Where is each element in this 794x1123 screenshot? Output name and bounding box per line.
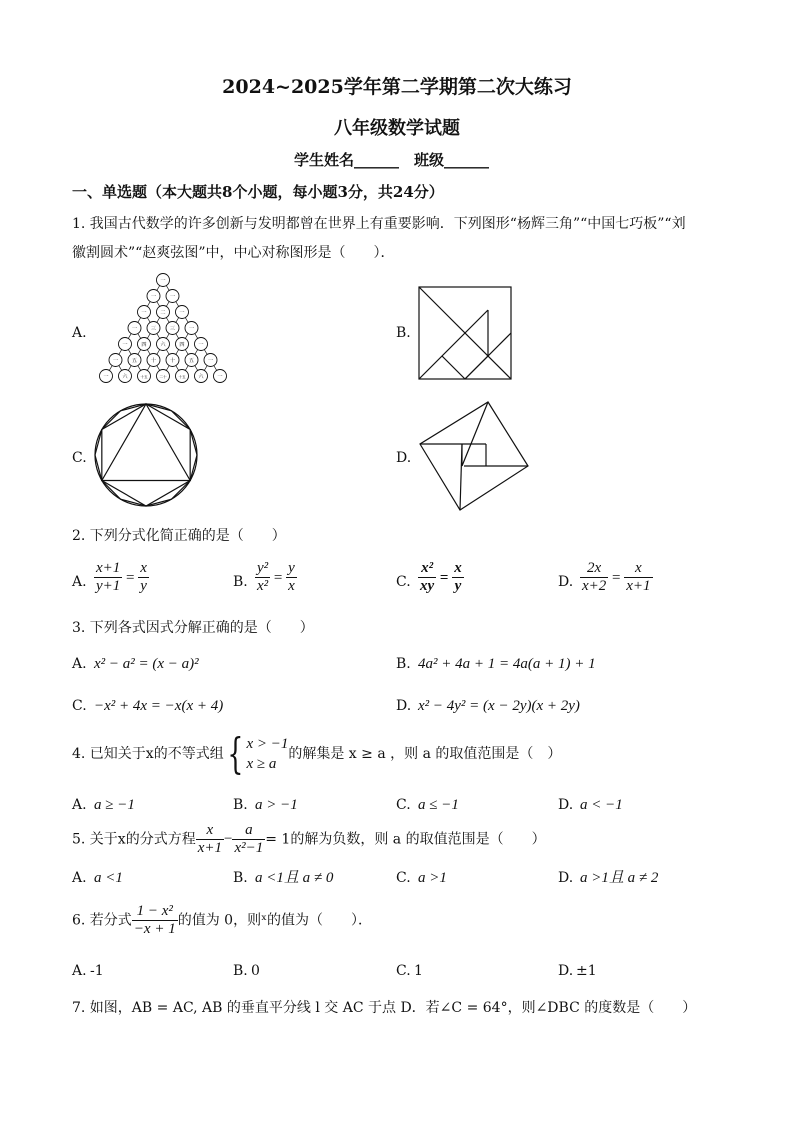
q5-stem: 5. 关于x的分式方程 $\frac{x}{x+1}$ − $\frac{a}{\text{x²−1}}$ = 1的解为负数，则 a 的取值范围是（ ）: [72, 822, 546, 856]
triangle-node-label: 十: [150, 357, 157, 364]
q2-stem: 2. 下列分式化简正确的是（ ）: [72, 528, 286, 544]
q2-option-a-label: A.: [72, 574, 87, 590]
q2-option-a: $\frac{x+1}{y+1}$ = $\frac{x}{y}$: [96, 560, 147, 594]
q6-option-d: ±1: [576, 963, 597, 979]
triangle-node-label: 一: [131, 325, 138, 332]
q4-option-a: a ≥ −1: [94, 797, 135, 813]
q6-option-d-label: D.: [558, 963, 574, 979]
q1-stem-line2: 徽割圆术”“赵爽弦图”中，中心对称图形是（ ）．: [72, 245, 395, 261]
q2-option-c: $\frac{\text{x²}}{xy}$ = $\frac{x}{y}$: [420, 560, 462, 594]
triangle-node-label: 三: [169, 325, 176, 332]
q2-option-b: $\frac{\text{y²}}{\text{x²}}$ = $\frac{y}{x}$: [257, 560, 295, 594]
triangle-node-label: 五: [131, 357, 138, 364]
q2-option-c-label: C.: [396, 574, 411, 590]
q4-option-c: a ≤ −1: [418, 797, 459, 813]
q4-stem: 4. 已知关于x的不等式组{ x > −1 x ≥ a 的解集是 x ≥ a ，则 a 的取值范围是（ ）: [72, 729, 562, 778]
q1-option-b-label: B.: [396, 325, 411, 341]
triangle-node-label: 一: [150, 293, 157, 300]
triangle-node-label: 一: [217, 373, 223, 380]
q3-option-d: x² − 4y² = (x − 2y)(x + 2y): [418, 698, 580, 714]
triangle-node-label: 一: [112, 357, 119, 364]
triangle-node-label: 一: [122, 341, 128, 348]
triangle-node-label: 五: [188, 357, 195, 364]
triangle-node-label: 一: [141, 309, 147, 316]
q5-option-b-label: B.: [233, 870, 248, 886]
q4-option-a-label: A.: [72, 797, 87, 813]
q3-option-b-label: B.: [396, 656, 411, 672]
liuhui-circle-figure: [94, 403, 198, 507]
q2-option-d: $\frac{2x}{x+2}$ = $\frac{x}{x+1}$: [582, 560, 651, 594]
q7-stem: 7. 如图，AB = AC, AB 的垂直平分线 l 交 AC 于点 D．若∠C = 64°，则∠DBC 的度数是（ ）: [72, 1000, 697, 1016]
q5-option-c: a >1: [418, 870, 447, 886]
triangle-node-label: 十五: [178, 374, 186, 379]
q5-option-b: a <1且 a ≠ 0: [255, 870, 334, 886]
q3-option-a: x² − a² = (x − a)²: [94, 656, 199, 672]
section-heading: 一、单选题（本大题共8个小题，每小题3分，共24分）: [72, 183, 444, 201]
triangle-node-label: 十: [169, 357, 176, 364]
q6-option-c: 1: [414, 963, 423, 979]
q5-option-a: a <1: [94, 870, 123, 886]
student-info-line: 学生姓名______ 班级______: [294, 151, 490, 169]
exam-title: 2024~2025学年第二学期第二次大练习: [222, 76, 572, 98]
yanghui-triangle-figure: [88, 272, 238, 387]
q3-option-c-label: C.: [72, 698, 87, 714]
q1-option-a-label: A.: [72, 325, 87, 341]
q5-option-d: a >1且 a ≠ 2: [580, 870, 659, 886]
q4-option-d: a < −1: [580, 797, 623, 813]
triangle-node-label: 二: [160, 309, 166, 316]
exam-subtitle: 八年级数学试题: [334, 118, 460, 139]
q4-option-c-label: C.: [396, 797, 411, 813]
triangle-node-label: 二十: [159, 374, 167, 379]
q4-option-d-label: D.: [558, 797, 574, 813]
tangram-figure: [418, 286, 512, 380]
q3-option-d-label: D.: [396, 698, 412, 714]
q3-option-b: 4a² + 4a + 1 = 4a(a + 1) + 1: [418, 656, 596, 672]
triangle-node-label: 十五: [140, 374, 148, 379]
q5-option-c-label: C.: [396, 870, 411, 886]
q6-option-c-label: C.: [396, 963, 411, 979]
q3-stem: 3. 下列各式因式分解正确的是（ ）: [72, 620, 314, 636]
q4-option-b-label: B.: [233, 797, 248, 813]
triangle-node-label: 六: [160, 341, 166, 348]
triangle-node-label: 一: [188, 325, 195, 332]
q5-option-d-label: D.: [558, 870, 574, 886]
inscribed-hexagon: [102, 404, 190, 506]
triangle-node-label: 一: [169, 293, 176, 300]
q5-option-a-label: A.: [72, 870, 87, 886]
q2-option-d-label: D.: [558, 574, 574, 590]
triangle-node-label: 一: [198, 341, 204, 348]
q6-option-b-label: B.: [233, 963, 248, 979]
triangle-node-label: 六: [198, 373, 204, 380]
q6-option-b: 0: [251, 963, 260, 979]
q1-stem-line1: 1. 我国古代数学的许多创新与发明都曾在世界上有重要影响．下列图形“杨辉三角”“中国七巧板”“刘: [72, 216, 686, 232]
q1-option-c-label: C.: [72, 450, 87, 466]
q4-option-b: a > −1: [255, 797, 298, 813]
triangle-node-label: 四: [141, 341, 147, 348]
zhaoshuang-figure: [418, 400, 530, 512]
q2-option-b-label: B.: [233, 574, 248, 590]
triangle-node-label: 一: [179, 309, 185, 316]
q6-stem: 6. 若分式 $\frac{\text{1 − x²}}{-x + 1}$ 的值为 0，则ˣ的值为（ ）．: [72, 903, 373, 937]
triangle-node-label: 三: [150, 325, 157, 332]
triangle-node-label: 一: [103, 373, 109, 380]
q6-option-a: -1: [90, 963, 104, 979]
q3-option-a-label: A.: [72, 656, 87, 672]
q3-option-c: −x² + 4x = −x(x + 4): [94, 698, 224, 714]
triangle-node-label: 四: [179, 341, 185, 348]
triangle-node-label: 一: [160, 277, 166, 284]
triangle-node-label: 一: [207, 357, 214, 364]
triangle-node-label: 六: [122, 373, 128, 380]
q6-option-a-label: A.: [72, 963, 87, 979]
q1-option-d-label: D.: [396, 450, 412, 466]
